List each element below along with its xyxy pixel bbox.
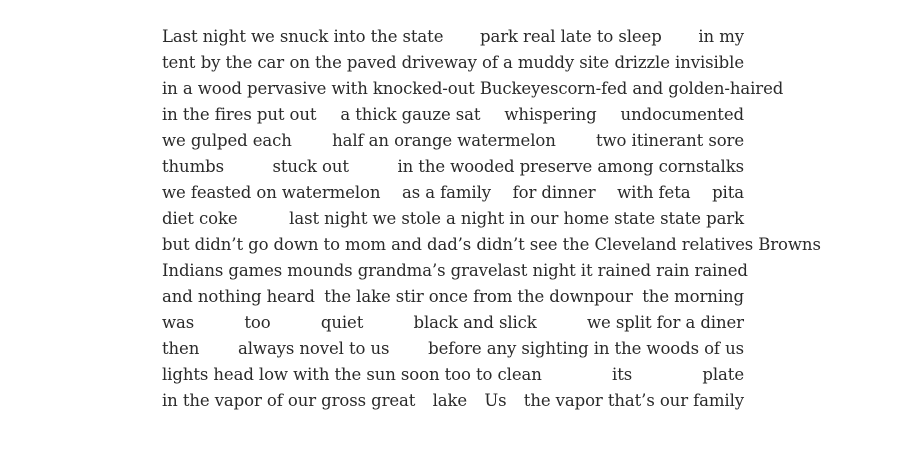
poem-fragment: black and slick [413,313,537,332]
poem-fragment: with feta [617,183,691,202]
poem-fragment: stuck out [272,157,349,176]
poem-fragment: too [244,313,271,332]
poem-fragment: but didn’t go down to mom and dad’s didn’t see the Cleveland relatives Browns [162,235,821,254]
poem-fragment: Indians games mounds grandma’s grave [162,261,498,280]
poem-fragment: park real late to sleep [480,27,662,46]
poem-fragment: thumbs [162,157,224,176]
poem-line-14 [162,362,744,388]
poem-line-10 [162,258,748,284]
poem-text-block [162,24,821,414]
poem-fragment: a thick gauze sat [340,105,481,124]
poem-fragment: as a family [402,183,492,202]
poem-line-12 [162,310,744,336]
poem-fragment: and nothing heard [162,287,315,306]
poem-fragment: Last night we snuck into the state [162,27,444,46]
poem-fragment: was [162,313,195,332]
poem-fragment: undocumented [620,105,744,124]
poem-line-2 [162,50,744,76]
poem-fragment: we split for a diner [586,313,744,332]
poem-line-6 [162,154,744,180]
poem-fragment: pita [712,183,744,202]
poem-fragment: lights head low with the sun soon too to clean [162,365,542,384]
poem-fragment: half an orange watermelon [332,131,556,150]
poem-fragment: diet coke [162,209,238,228]
poem-fragment: in the wooded preserve among cornstalks [397,157,744,176]
poem-fragment: the lake stir once from the downpour [324,287,633,306]
poem-fragment: the vapor that’s our family [523,391,744,410]
poem-fragment: last night it rained rain rained [497,261,748,280]
poem-line-5 [162,128,744,154]
poem-fragment: tent [162,53,196,72]
poem-line-13 [162,336,744,362]
poem-fragment: on the paved driveway of a muddy site [289,53,609,72]
poem-fragment: in my [698,27,744,46]
poem-fragment: drizzle invisible [614,53,744,72]
poem-fragment: in a wood pervasive with knocked-out Buckeyes [162,79,559,98]
poem-fragment: Us [484,391,507,410]
poem-fragment: whispering [504,105,597,124]
poem-fragment: always novel to us [238,339,390,358]
poem-fragment: we gulped each [162,131,292,150]
poem-line-3 [162,76,784,102]
poem-fragment: then [162,339,200,358]
poem-fragment: its [612,365,633,384]
poem-line-7 [162,180,744,206]
poem-fragment: for dinner [512,183,596,202]
poem-line-15 [162,388,744,414]
poem-fragment: plate [702,365,744,384]
poem-fragment: two itinerant sore [596,131,744,150]
poem-line-11 [162,284,744,310]
poem-fragment: by the car [200,53,285,72]
poem-fragment: corn-fed and golden-haired [558,79,784,98]
poem-line-1 [162,24,744,50]
poem-line-4 [162,102,744,128]
poem-fragment: in the vapor of our gross great [162,391,416,410]
poem-line-9 [162,232,821,258]
poem-fragment: the morning [642,287,744,306]
poem-fragment: before any sighting in the woods of us [428,339,744,358]
poem-line-8 [162,206,744,232]
poem-fragment: last night we stole a night in our home state state park [289,209,744,228]
poem-fragment: quiet [320,313,364,332]
poem-fragment: in the fires put out [162,105,317,124]
poem-fragment: lake [432,391,468,410]
poem-fragment: we feasted on watermelon [162,183,381,202]
